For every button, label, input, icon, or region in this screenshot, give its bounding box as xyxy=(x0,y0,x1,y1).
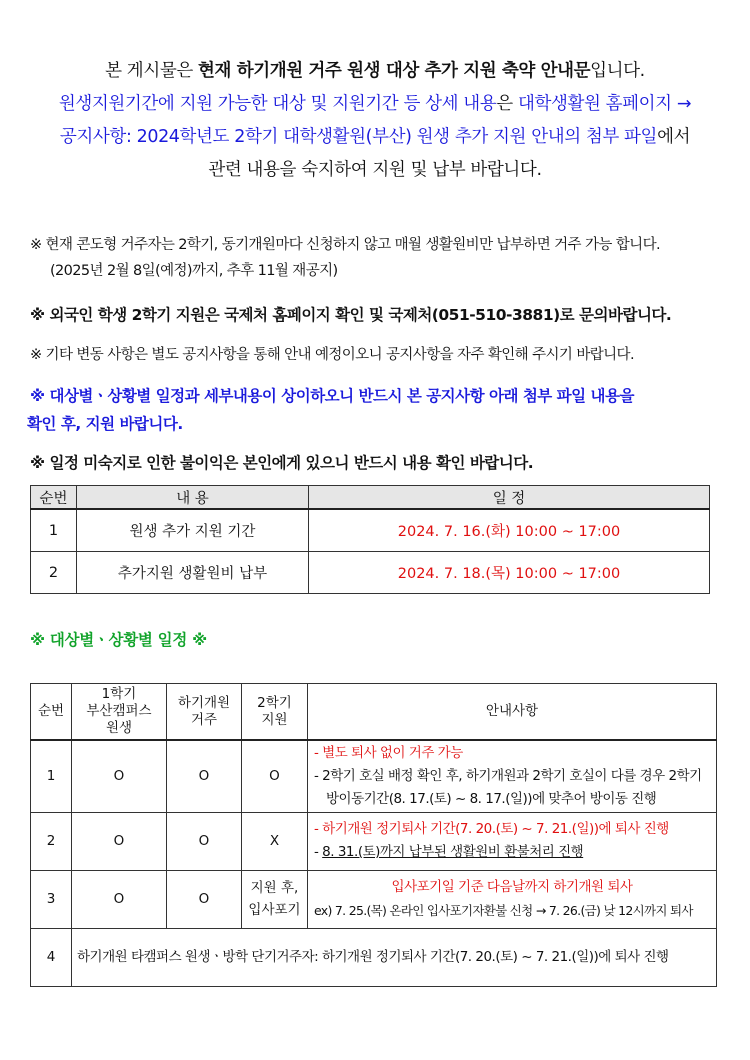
intro-text: 에서 xyxy=(657,127,691,147)
header-summer-line: 거주 xyxy=(190,711,218,728)
section-title: ※ 대상별ㆍ상황별 일정 ※ xyxy=(30,631,207,649)
row-summer: O xyxy=(167,870,242,928)
header-sem2-line: 2학기 xyxy=(257,694,292,711)
header-sem2 xyxy=(242,684,308,741)
row-date: 2024. 7. 16.(화) 10:00 ~ 17:00 xyxy=(309,509,710,552)
guide-underlined: 8. 31.(토)까지 납부된 생활원비 환불처리 진행 xyxy=(322,844,584,860)
header-sem2-line: 지원 xyxy=(261,711,288,728)
intro-text: 입니다. xyxy=(590,61,645,81)
row-sem2-line: 지원 후, xyxy=(250,880,299,896)
row-no: 1 xyxy=(31,509,77,552)
note-changes: ※ 기타 변동 사항은 별도 공지사항을 통해 안내 예정이오니 공지사항을 자주 확인해 주시기 바랍니다. xyxy=(30,347,634,363)
table-row xyxy=(31,740,717,812)
guide-bullet: - xyxy=(314,844,323,860)
row-sem2: O xyxy=(242,740,308,812)
table-row xyxy=(31,552,710,594)
guide-line: - 하기개원 정기퇴사 기간(7. 20.(토) ~ 7. 21.(일))에 퇴사 진행 xyxy=(314,821,669,837)
row-no: 3 xyxy=(31,870,72,928)
guide-line: 입사포기일 기준 다음날까지 하기개원 퇴사 xyxy=(391,879,633,895)
row-date: 2024. 7. 18.(목) 10:00 ~ 17:00 xyxy=(309,552,710,594)
row-sem2: X xyxy=(242,812,308,870)
note-condo xyxy=(30,232,730,284)
row-sem1: O xyxy=(72,812,167,870)
intro-line-4: 관련 내용을 숙지하여 지원 및 납부 바랍니다. xyxy=(208,160,542,180)
guide-line: 방이동기간(8. 17.(토) ~ 8. 17.(일))에 맞추어 방이동 진행 xyxy=(326,790,657,807)
table-row xyxy=(31,812,717,870)
row-summer: O xyxy=(167,812,242,870)
note-foreign-students: ※ 외국인 학생 2학기 지원은 국제처 홈페이지 확인 및 국제처(051-510-3881)로 문의바랍니다. xyxy=(30,306,672,324)
intro-blue-text: 원생지원기간에 지원 가능한 대상 및 지원기간 등 상세 내용 xyxy=(58,94,497,114)
header-no: 순번 xyxy=(31,486,77,510)
row-sem1: O xyxy=(72,740,167,812)
row-content: 추가지원 생활원비 납부 xyxy=(77,552,309,594)
row-guide xyxy=(308,870,717,928)
guide-line: ex) 7. 25.(목) 온라인 입사포기자환불 신청 → 7. 26.(금) 낮 12시까지 퇴사 xyxy=(314,903,693,918)
row-sem2 xyxy=(242,870,308,928)
header-sem1-line: 부산캠퍼스 xyxy=(86,703,152,719)
table-row xyxy=(31,509,710,552)
header-sem1 xyxy=(72,684,167,741)
header-sem1-line: 1학기 xyxy=(101,686,137,702)
header-date: 일 정 xyxy=(309,486,710,510)
row-no: 4 xyxy=(31,928,72,986)
row-content: 원생 추가 지원 기간 xyxy=(77,509,309,552)
intro-text: 본 게시물은 xyxy=(105,61,198,81)
note-responsibility: ※ 일정 미숙지로 인한 불이익은 본인에게 있으니 반드시 내용 확인 바랍니다. xyxy=(30,454,534,472)
note-condo-line-1: ※ 현재 콘도형 거주자는 2학기, 동기개원마다 신청하지 않고 매월 생활원비만 납부하면 거주 가능 합니다. xyxy=(30,237,660,253)
note-check-attachment xyxy=(27,382,730,438)
header-summer-line: 하기개원 xyxy=(177,694,231,711)
header-sem1-line: 원생 xyxy=(105,720,133,736)
notice-attachment-reference: 공지사항: 2024학년도 2학기 대학생활원(부산) 원생 추가 지원 안내의 첨부 파일 xyxy=(59,127,658,147)
guide-line: - 별도 퇴사 없이 거주 가능 xyxy=(314,744,463,761)
schedule-header-row xyxy=(31,486,710,510)
row-merged-guide: 하기개원 타캠퍼스 원생ㆍ방학 단기거주자: 하기개원 정기퇴사 기간(7. 20.(토) ~ 7. 21.(일))에 퇴사 진행 xyxy=(72,928,717,986)
homepage-reference: 대학생활원 홈페이지 → xyxy=(517,94,692,114)
intro-text: 은 xyxy=(496,94,518,114)
row-sem2-line: 입사포기 xyxy=(248,902,301,918)
note-condo-line-2: (2025년 2월 8일(예정)까지, 추후 11월 재공지) xyxy=(50,263,338,279)
row-guide xyxy=(308,812,717,870)
table-row xyxy=(31,870,717,928)
row-summer: O xyxy=(167,740,242,812)
detail-header-row xyxy=(31,684,717,741)
row-guide xyxy=(308,740,717,812)
header-content: 내 용 xyxy=(77,486,309,510)
intro-line-3 xyxy=(20,121,730,154)
guide-line: - 2학기 호실 배정 확인 후, 하기개원과 2학기 호실이 다를 경우 2학기 xyxy=(314,767,702,784)
row-no: 2 xyxy=(31,552,77,594)
row-no: 1 xyxy=(31,740,72,812)
header-no: 순번 xyxy=(31,684,72,741)
intro-line-2 xyxy=(20,88,730,121)
schedule-table xyxy=(30,485,710,594)
note-check-attachment-line-1: ※ 대상별ㆍ상황별 일정과 세부내용이 상이하오니 반드시 본 공지사항 아래 첨부 파일 내용을 xyxy=(30,387,634,405)
table-row xyxy=(31,928,717,986)
row-sem1: O xyxy=(72,870,167,928)
intro-paragraph xyxy=(20,55,730,187)
intro-emphasis: 현재 하기개원 거주 원생 대상 추가 지원 축약 안내문 xyxy=(198,61,591,81)
row-no: 2 xyxy=(31,812,72,870)
header-guide: 안내사항 xyxy=(308,684,717,741)
header-summer xyxy=(167,684,242,741)
intro-line-1 xyxy=(20,55,730,88)
note-check-attachment-line-2: 확인 후, 지원 바랍니다. xyxy=(27,415,183,433)
detail-table xyxy=(30,683,717,987)
guide-line xyxy=(314,841,716,864)
